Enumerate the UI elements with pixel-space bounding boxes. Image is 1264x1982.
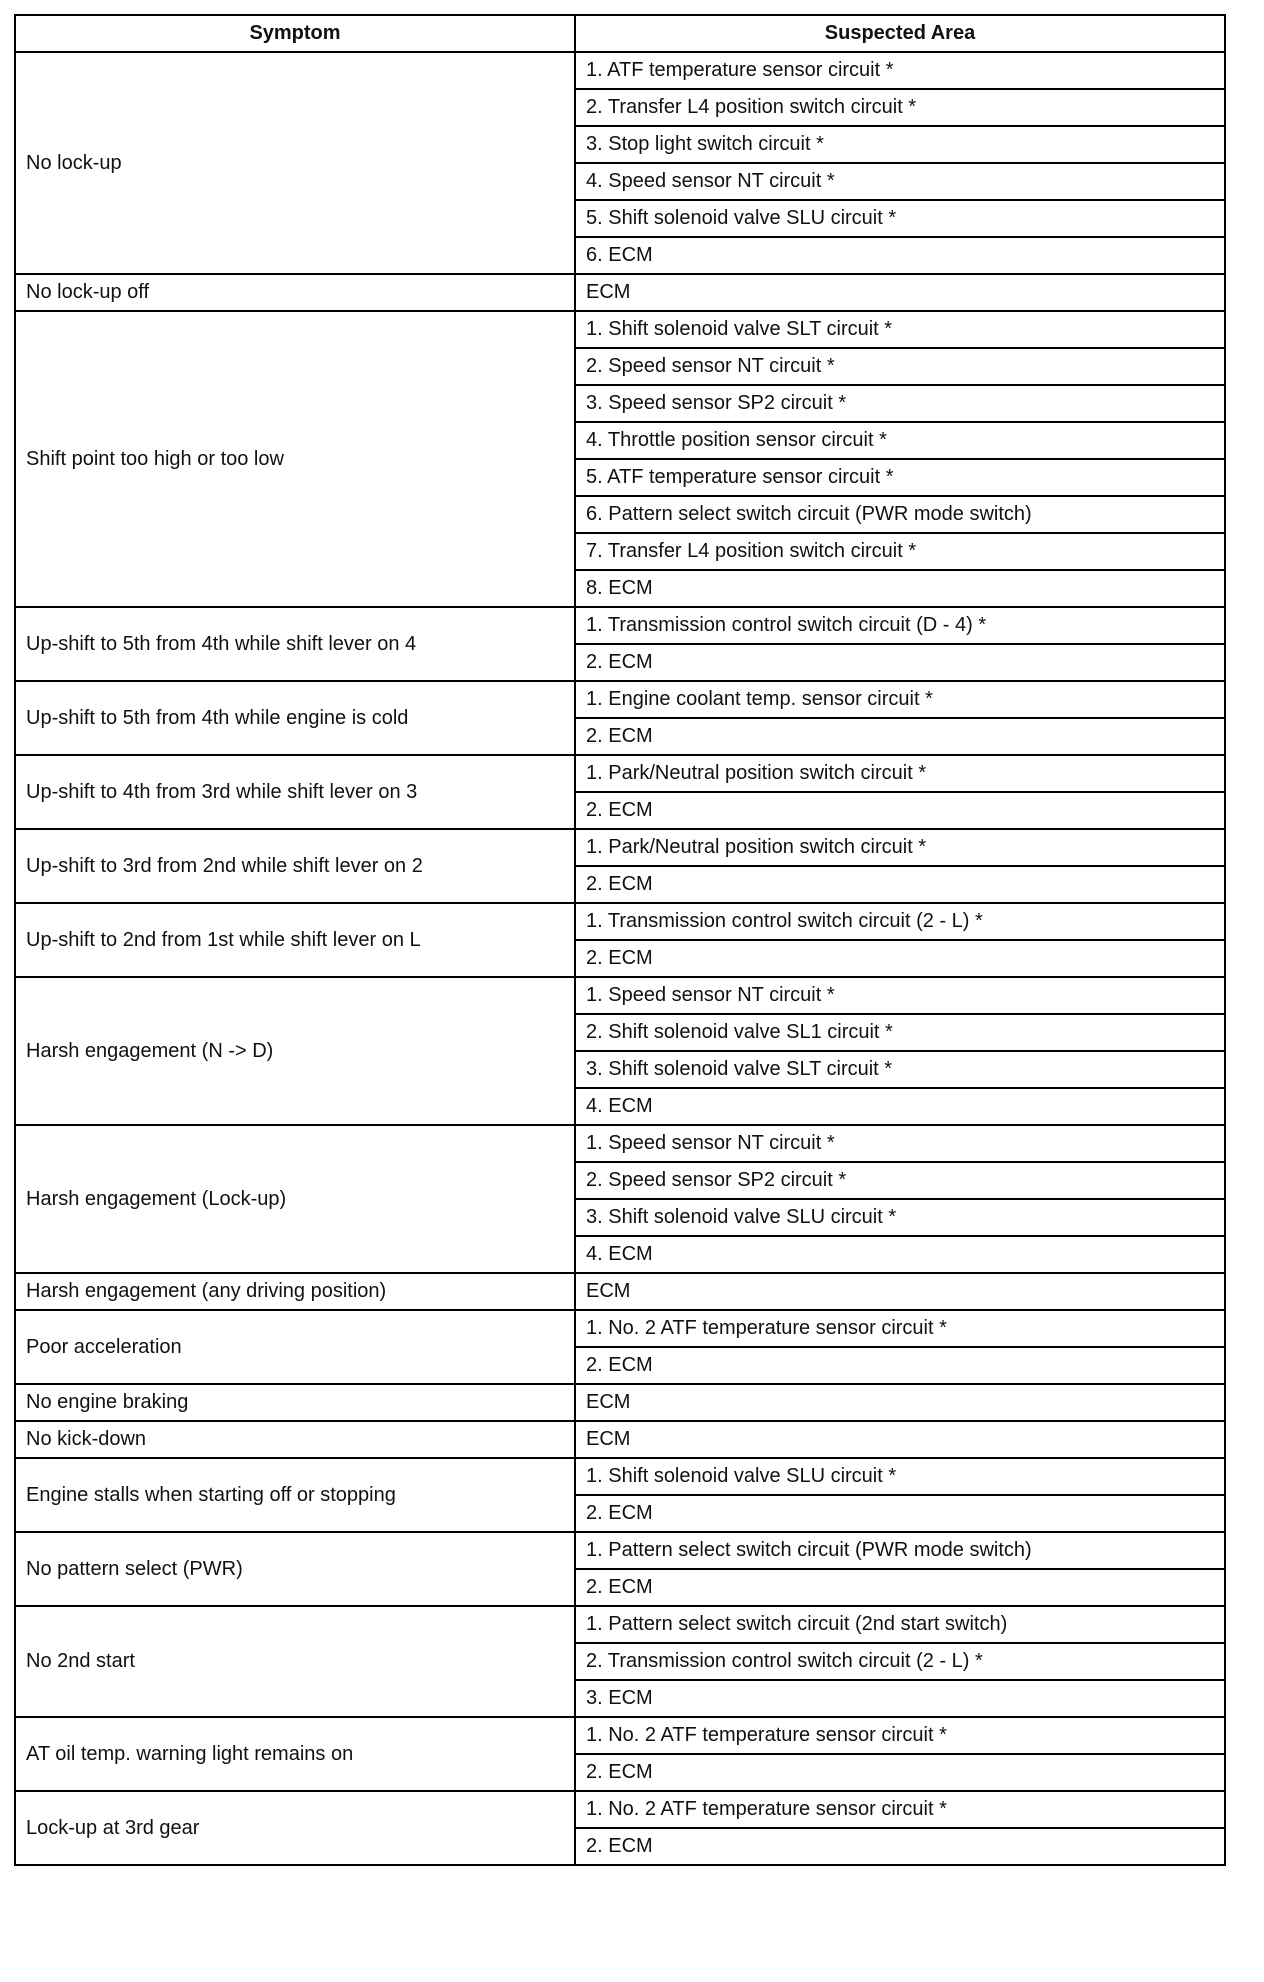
table-row [15,52,1225,89]
table-row [15,1310,1225,1347]
suspected-area-cell: ECM [575,1273,1225,1310]
suspected-area-cell: 8. ECM [575,570,1225,607]
symptom-cell: Up-shift to 3rd from 2nd while shift lever on 2 [15,829,575,903]
table-row [15,1458,1225,1495]
troubleshooting-table [14,14,1226,1866]
table-body [15,52,1225,1865]
symptom-cell: Harsh engagement (any driving position) [15,1273,575,1310]
suspected-area-cell: ECM [575,1384,1225,1421]
suspected-area-cell: 1. No. 2 ATF temperature sensor circuit * [575,1717,1225,1754]
suspected-area-header: Suspected Area [575,15,1225,52]
suspected-area-cell: 2. ECM [575,644,1225,681]
suspected-area-cell: 2. Speed sensor SP2 circuit * [575,1162,1225,1199]
suspected-area-cell: ECM [575,1421,1225,1458]
symptom-cell: Up-shift to 4th from 3rd while shift lever on 3 [15,755,575,829]
table-row [15,755,1225,792]
table-row [15,1384,1225,1421]
table-row [15,681,1225,718]
symptom-cell: No lock-up off [15,274,575,311]
symptom-header: Symptom [15,15,575,52]
symptom-cell: Lock-up at 3rd gear [15,1791,575,1865]
suspected-area-cell: 2. ECM [575,1828,1225,1865]
suspected-area-cell: 1. Pattern select switch circuit (PWR mode switch) [575,1532,1225,1569]
suspected-area-cell: 1. Transmission control switch circuit (2 - L) * [575,903,1225,940]
symptom-cell: Up-shift to 5th from 4th while shift lever on 4 [15,607,575,681]
table-row [15,607,1225,644]
suspected-area-cell: 2. ECM [575,1495,1225,1532]
symptom-cell: No lock-up [15,52,575,274]
suspected-area-cell: 2. ECM [575,792,1225,829]
table-row [15,1532,1225,1569]
suspected-area-cell: 1. Pattern select switch circuit (2nd start switch) [575,1606,1225,1643]
suspected-area-cell: 3. Speed sensor SP2 circuit * [575,385,1225,422]
suspected-area-cell: 7. Transfer L4 position switch circuit * [575,533,1225,570]
suspected-area-cell: 5. ATF temperature sensor circuit * [575,459,1225,496]
symptom-cell: Up-shift to 5th from 4th while engine is cold [15,681,575,755]
suspected-area-cell: 3. Stop light switch circuit * [575,126,1225,163]
suspected-area-cell: 2. ECM [575,718,1225,755]
symptom-cell: No pattern select (PWR) [15,1532,575,1606]
suspected-area-cell: 2. Transmission control switch circuit (2 - L) * [575,1643,1225,1680]
suspected-area-cell: 4. ECM [575,1088,1225,1125]
table-row [15,977,1225,1014]
table-row [15,1606,1225,1643]
suspected-area-cell: 1. Shift solenoid valve SLT circuit * [575,311,1225,348]
table-row [15,829,1225,866]
suspected-area-cell: 1. Park/Neutral position switch circuit * [575,829,1225,866]
suspected-area-cell: 2. ECM [575,940,1225,977]
symptom-cell: Harsh engagement (Lock-up) [15,1125,575,1273]
suspected-area-cell: 6. Pattern select switch circuit (PWR mode switch) [575,496,1225,533]
symptom-cell: Engine stalls when starting off or stopping [15,1458,575,1532]
suspected-area-cell: 1. No. 2 ATF temperature sensor circuit * [575,1310,1225,1347]
symptom-cell: No engine braking [15,1384,575,1421]
suspected-area-cell: 2. ECM [575,1347,1225,1384]
symptom-cell: Harsh engagement (N -> D) [15,977,575,1125]
suspected-area-cell: 2. Transfer L4 position switch circuit * [575,89,1225,126]
table-row [15,1273,1225,1310]
suspected-area-cell: 3. Shift solenoid valve SLT circuit * [575,1051,1225,1088]
suspected-area-cell: 1. Engine coolant temp. sensor circuit * [575,681,1225,718]
symptom-cell: No kick-down [15,1421,575,1458]
suspected-area-cell: 1. Speed sensor NT circuit * [575,1125,1225,1162]
symptom-cell: No 2nd start [15,1606,575,1717]
suspected-area-cell: 1. No. 2 ATF temperature sensor circuit * [575,1791,1225,1828]
suspected-area-cell: 1. ATF temperature sensor circuit * [575,52,1225,89]
suspected-area-cell: 3. Shift solenoid valve SLU circuit * [575,1199,1225,1236]
suspected-area-cell: 1. Shift solenoid valve SLU circuit * [575,1458,1225,1495]
table-row [15,274,1225,311]
suspected-area-cell: 2. ECM [575,866,1225,903]
symptom-cell: Poor acceleration [15,1310,575,1384]
header-row [15,15,1225,52]
table-row [15,1125,1225,1162]
suspected-area-cell: 2. ECM [575,1569,1225,1606]
suspected-area-cell: 2. Speed sensor NT circuit * [575,348,1225,385]
table-row [15,311,1225,348]
suspected-area-cell: 5. Shift solenoid valve SLU circuit * [575,200,1225,237]
suspected-area-cell: 4. ECM [575,1236,1225,1273]
suspected-area-cell: 1. Speed sensor NT circuit * [575,977,1225,1014]
suspected-area-cell: 1. Transmission control switch circuit (D - 4) * [575,607,1225,644]
suspected-area-cell: 1. Park/Neutral position switch circuit * [575,755,1225,792]
table-row [15,903,1225,940]
suspected-area-cell: ECM [575,274,1225,311]
suspected-area-cell: 6. ECM [575,237,1225,274]
suspected-area-cell: 4. Speed sensor NT circuit * [575,163,1225,200]
symptom-cell: Up-shift to 2nd from 1st while shift lever on L [15,903,575,977]
symptom-cell: Shift point too high or too low [15,311,575,607]
suspected-area-cell: 2. ECM [575,1754,1225,1791]
suspected-area-cell: 3. ECM [575,1680,1225,1717]
symptom-cell: AT oil temp. warning light remains on [15,1717,575,1791]
suspected-area-cell: 2. Shift solenoid valve SL1 circuit * [575,1014,1225,1051]
suspected-area-cell: 4. Throttle position sensor circuit * [575,422,1225,459]
table-row [15,1717,1225,1754]
table-row [15,1421,1225,1458]
table-row [15,1791,1225,1828]
